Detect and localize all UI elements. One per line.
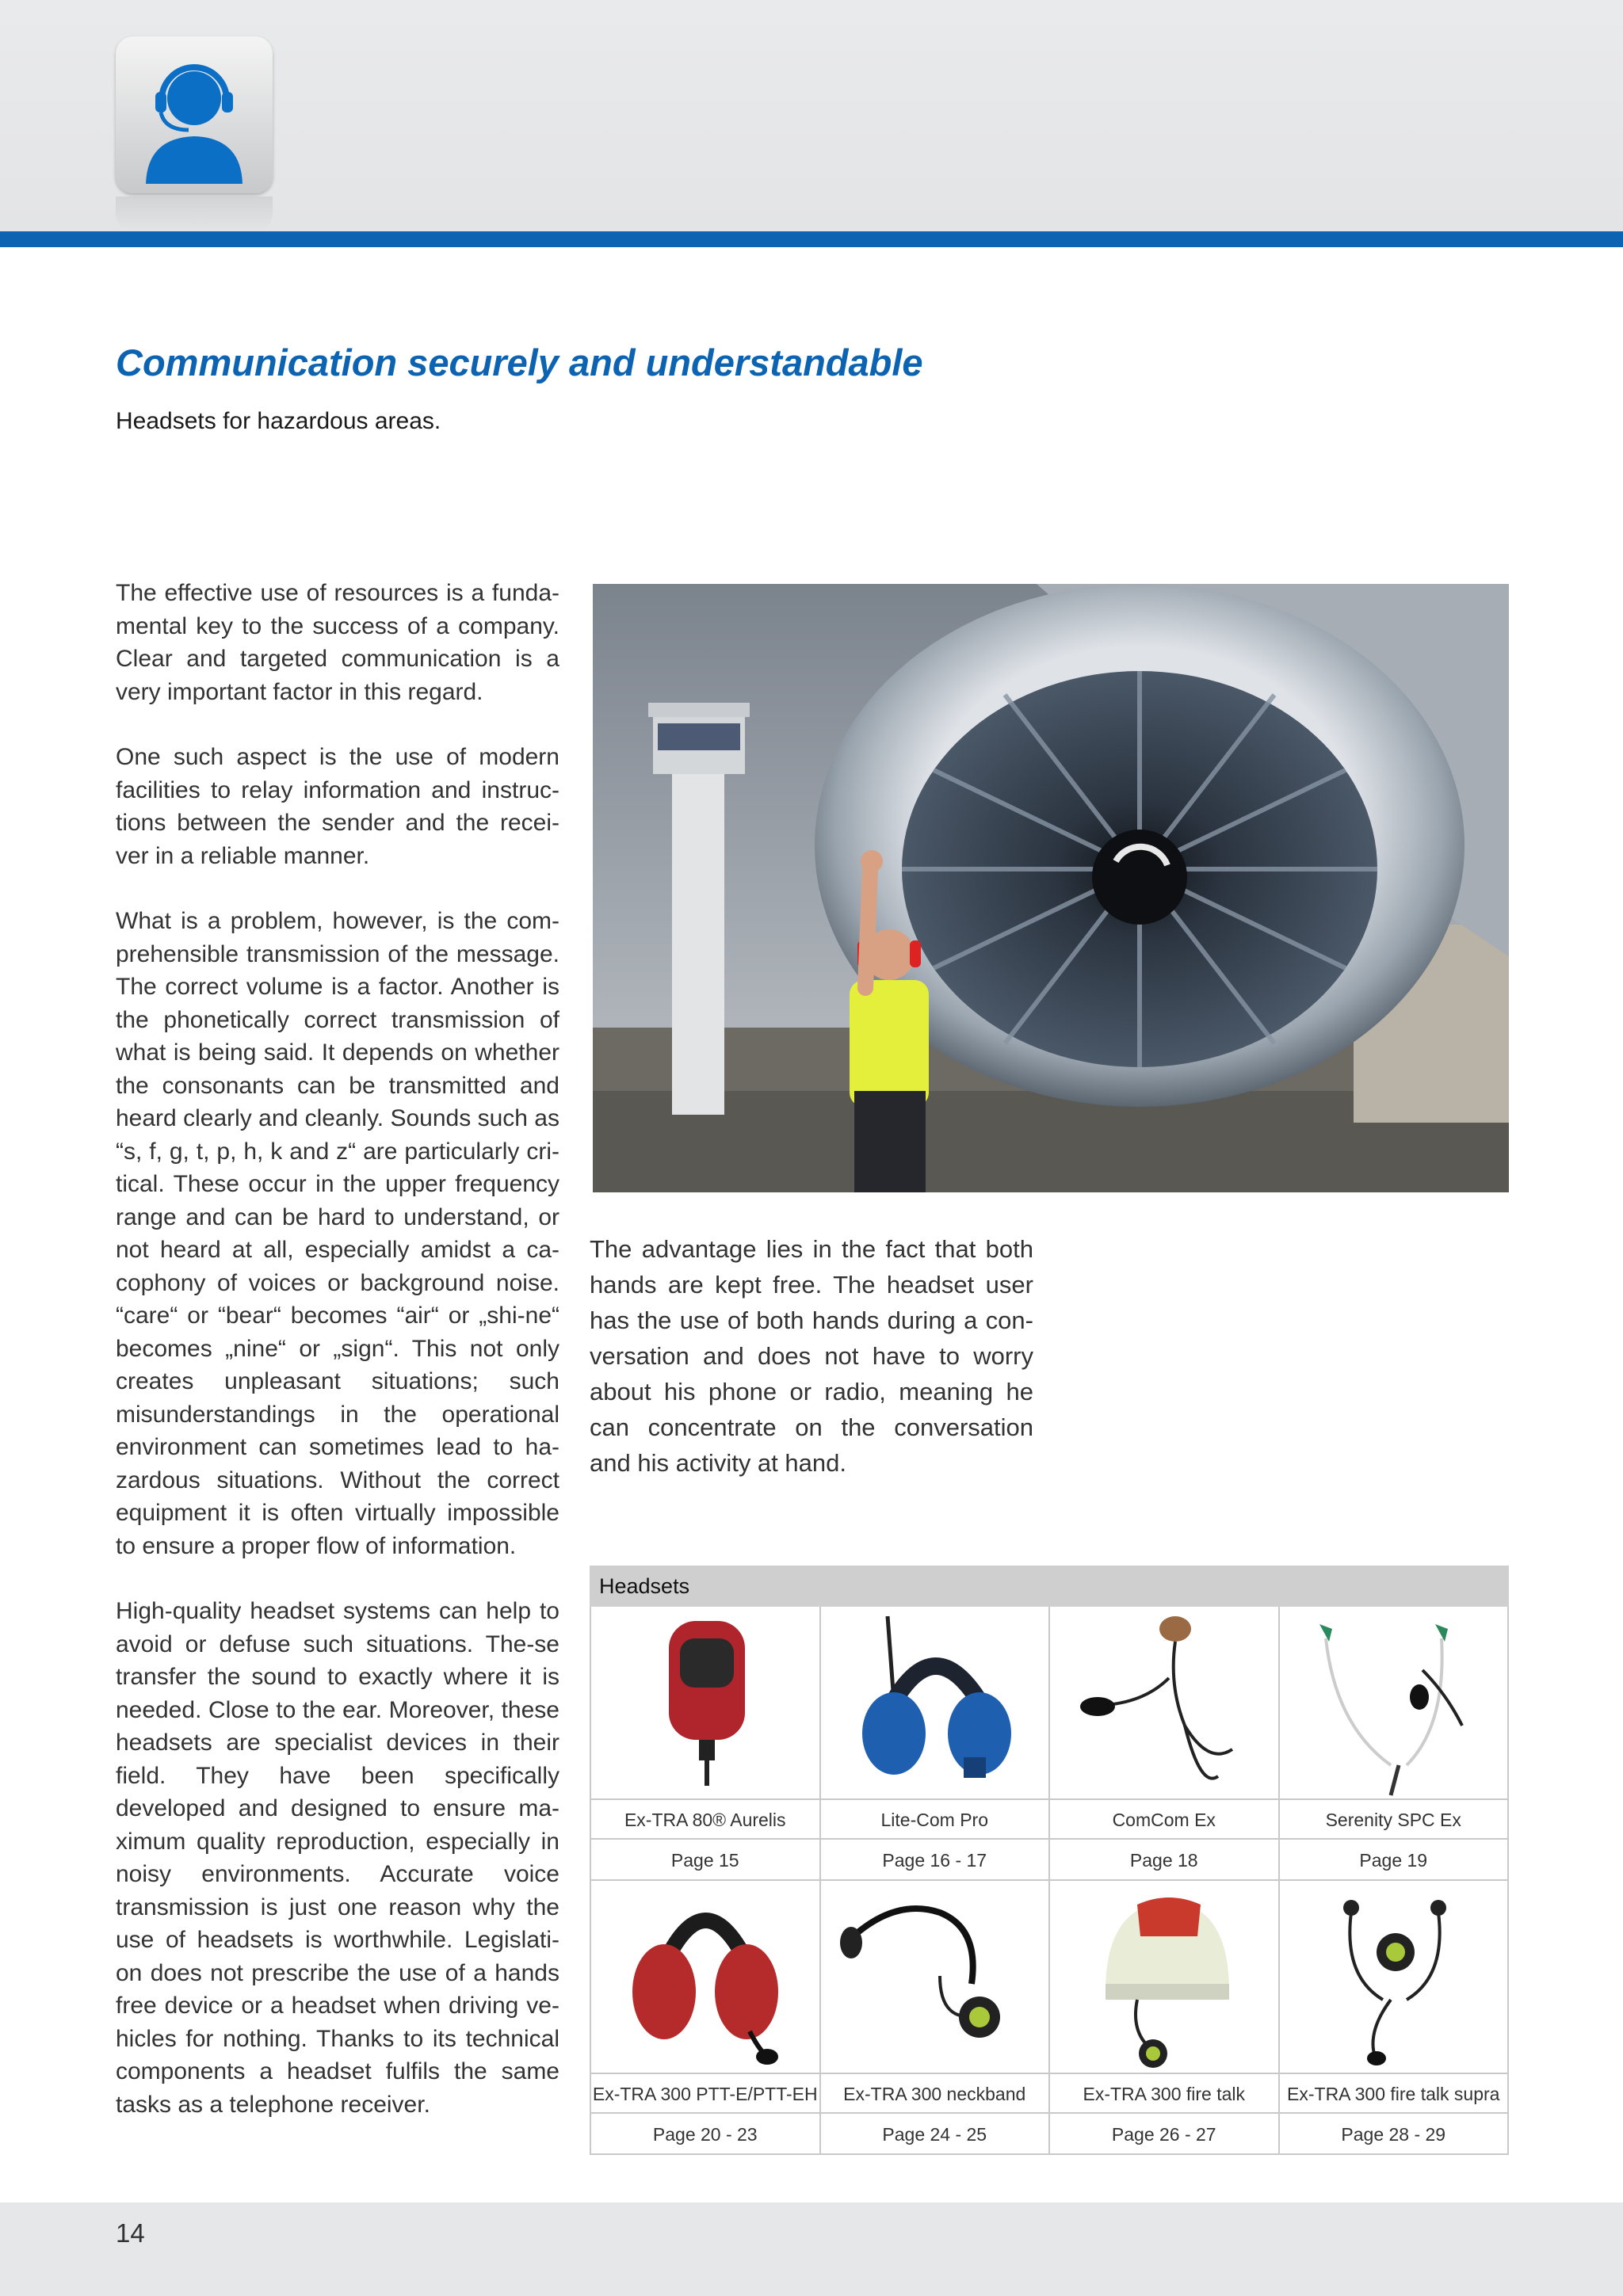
- header-divider: [0, 231, 1623, 247]
- product-page-ref: Page 24 - 25: [821, 2114, 1051, 2155]
- product-page-ref: Page 16 - 17: [821, 1840, 1051, 1881]
- product-page-ref: Page 18: [1050, 1840, 1280, 1881]
- paragraph: The effective use of resources is a funda-mental key to the success of a company. Clear and targeted communication is a very important factor in this regard.: [116, 580, 559, 705]
- comcom-ex-image: [1050, 1607, 1280, 1800]
- ex-tra-300-neckband-image: [821, 1881, 1051, 2074]
- product-page-ref: Page 20 - 23: [591, 2114, 821, 2155]
- paragraph: What is a problem, however, is the com-prehensible transmission of the message. The correct volume is a factor. Another is the phonetically correct transmission of what is being said. It depends on whether the consonants can be transmitted and heard clearly and cleanly. Sounds such as “s, f, g, t, p, h, k and z“ are particularly cri-tical. These occur in the upper frequency range and can be hard to understand, or not heard at all, especially amidst a ca-cophony of voices or background noise. “care“ or “bear“ becomes “air“ or „shi-ne“ becomes „nine“ or „sign“. This not only creates unpleasant situations; such misunderstandings in the operational environment can sometimes lead to ha-zardous situations. Without the correct equipment it is often virtually impossible to ensure a proper flow of information.: [116, 908, 559, 1559]
- product-page-ref: Page 26 - 27: [1050, 2114, 1280, 2155]
- serenity-spc-ex-image: [1280, 1607, 1510, 1800]
- headsets-table: [590, 1566, 1509, 2155]
- product-name: Lite-Com Pro: [821, 1800, 1051, 1840]
- page-number: 14: [116, 2218, 145, 2248]
- product-name: Ex-TRA 300 fire talk supra: [1280, 2074, 1510, 2114]
- product-page-ref: Page 28 - 29: [1280, 2114, 1510, 2155]
- product-name: Ex-TRA 300 neckband: [821, 2074, 1051, 2114]
- footer-band: [0, 2203, 1623, 2296]
- product-name: Ex-TRA 300 PTT-E/PTT-EH: [591, 2074, 821, 2114]
- table-header: Headsets: [590, 1566, 1509, 1607]
- lite-com-pro-image: [821, 1607, 1051, 1800]
- product-page-ref: Page 15: [591, 1840, 821, 1881]
- ex-tra-300-fire-talk-image: [1050, 1881, 1280, 2074]
- product-name: Serenity SPC Ex: [1280, 1800, 1510, 1840]
- product-page-ref: Page 19: [1280, 1840, 1510, 1881]
- airport-engine-photo: [593, 584, 1509, 1192]
- ex-tra-300-fire-talk-supra-image: [1280, 1881, 1510, 2074]
- page-subtitle: Headsets for hazardous areas.: [116, 408, 441, 434]
- table-grid-row1: [590, 1607, 1509, 2155]
- body-text-left: [116, 577, 559, 2153]
- icon-reflection: [116, 196, 273, 231]
- headset-user-icon: [116, 36, 273, 193]
- product-name: ComCom Ex: [1050, 1800, 1280, 1840]
- body-text-right: The advantage lies in the fact that both hands are kept free. The headset user has the use of both hands during a con-versation and does not have to worry about his phone or radio, meaning he can concentrate on the conversation and his activity at hand.: [590, 1235, 1033, 1477]
- product-name: Ex-TRA 300 fire talk: [1050, 2074, 1280, 2114]
- page-title: Communication securely and understandable: [116, 341, 923, 383]
- paragraph: One such aspect is the use of modern facilities to relay information and instruc-tions between the sender and the recei-ver in a reliable manner.: [116, 744, 559, 869]
- paragraph: High-quality headset systems can help to avoid or defuse such situations. The-se transfer the sound to exactly where it is needed. Close to the ear. Moreover, these headsets are specialist devices in their field. They have been specifically developed and designed to ensure ma-ximum quality reproduction, especially in noisy environments. Accurate voice transmission is just one reason why the use of headsets is worthwhile. Legislati-on does not prescribe the use of a hands free device or a headset when driving ve-hicles for nothing. Thanks to its technical components a headset fulfils the same tasks as a telephone receiver.: [116, 1598, 559, 2118]
- ex-tra-80-aurelis-image: [591, 1607, 821, 1800]
- ex-tra-300-ptt-image: [591, 1881, 821, 2074]
- product-name: Ex-TRA 80® Aurelis: [591, 1800, 821, 1840]
